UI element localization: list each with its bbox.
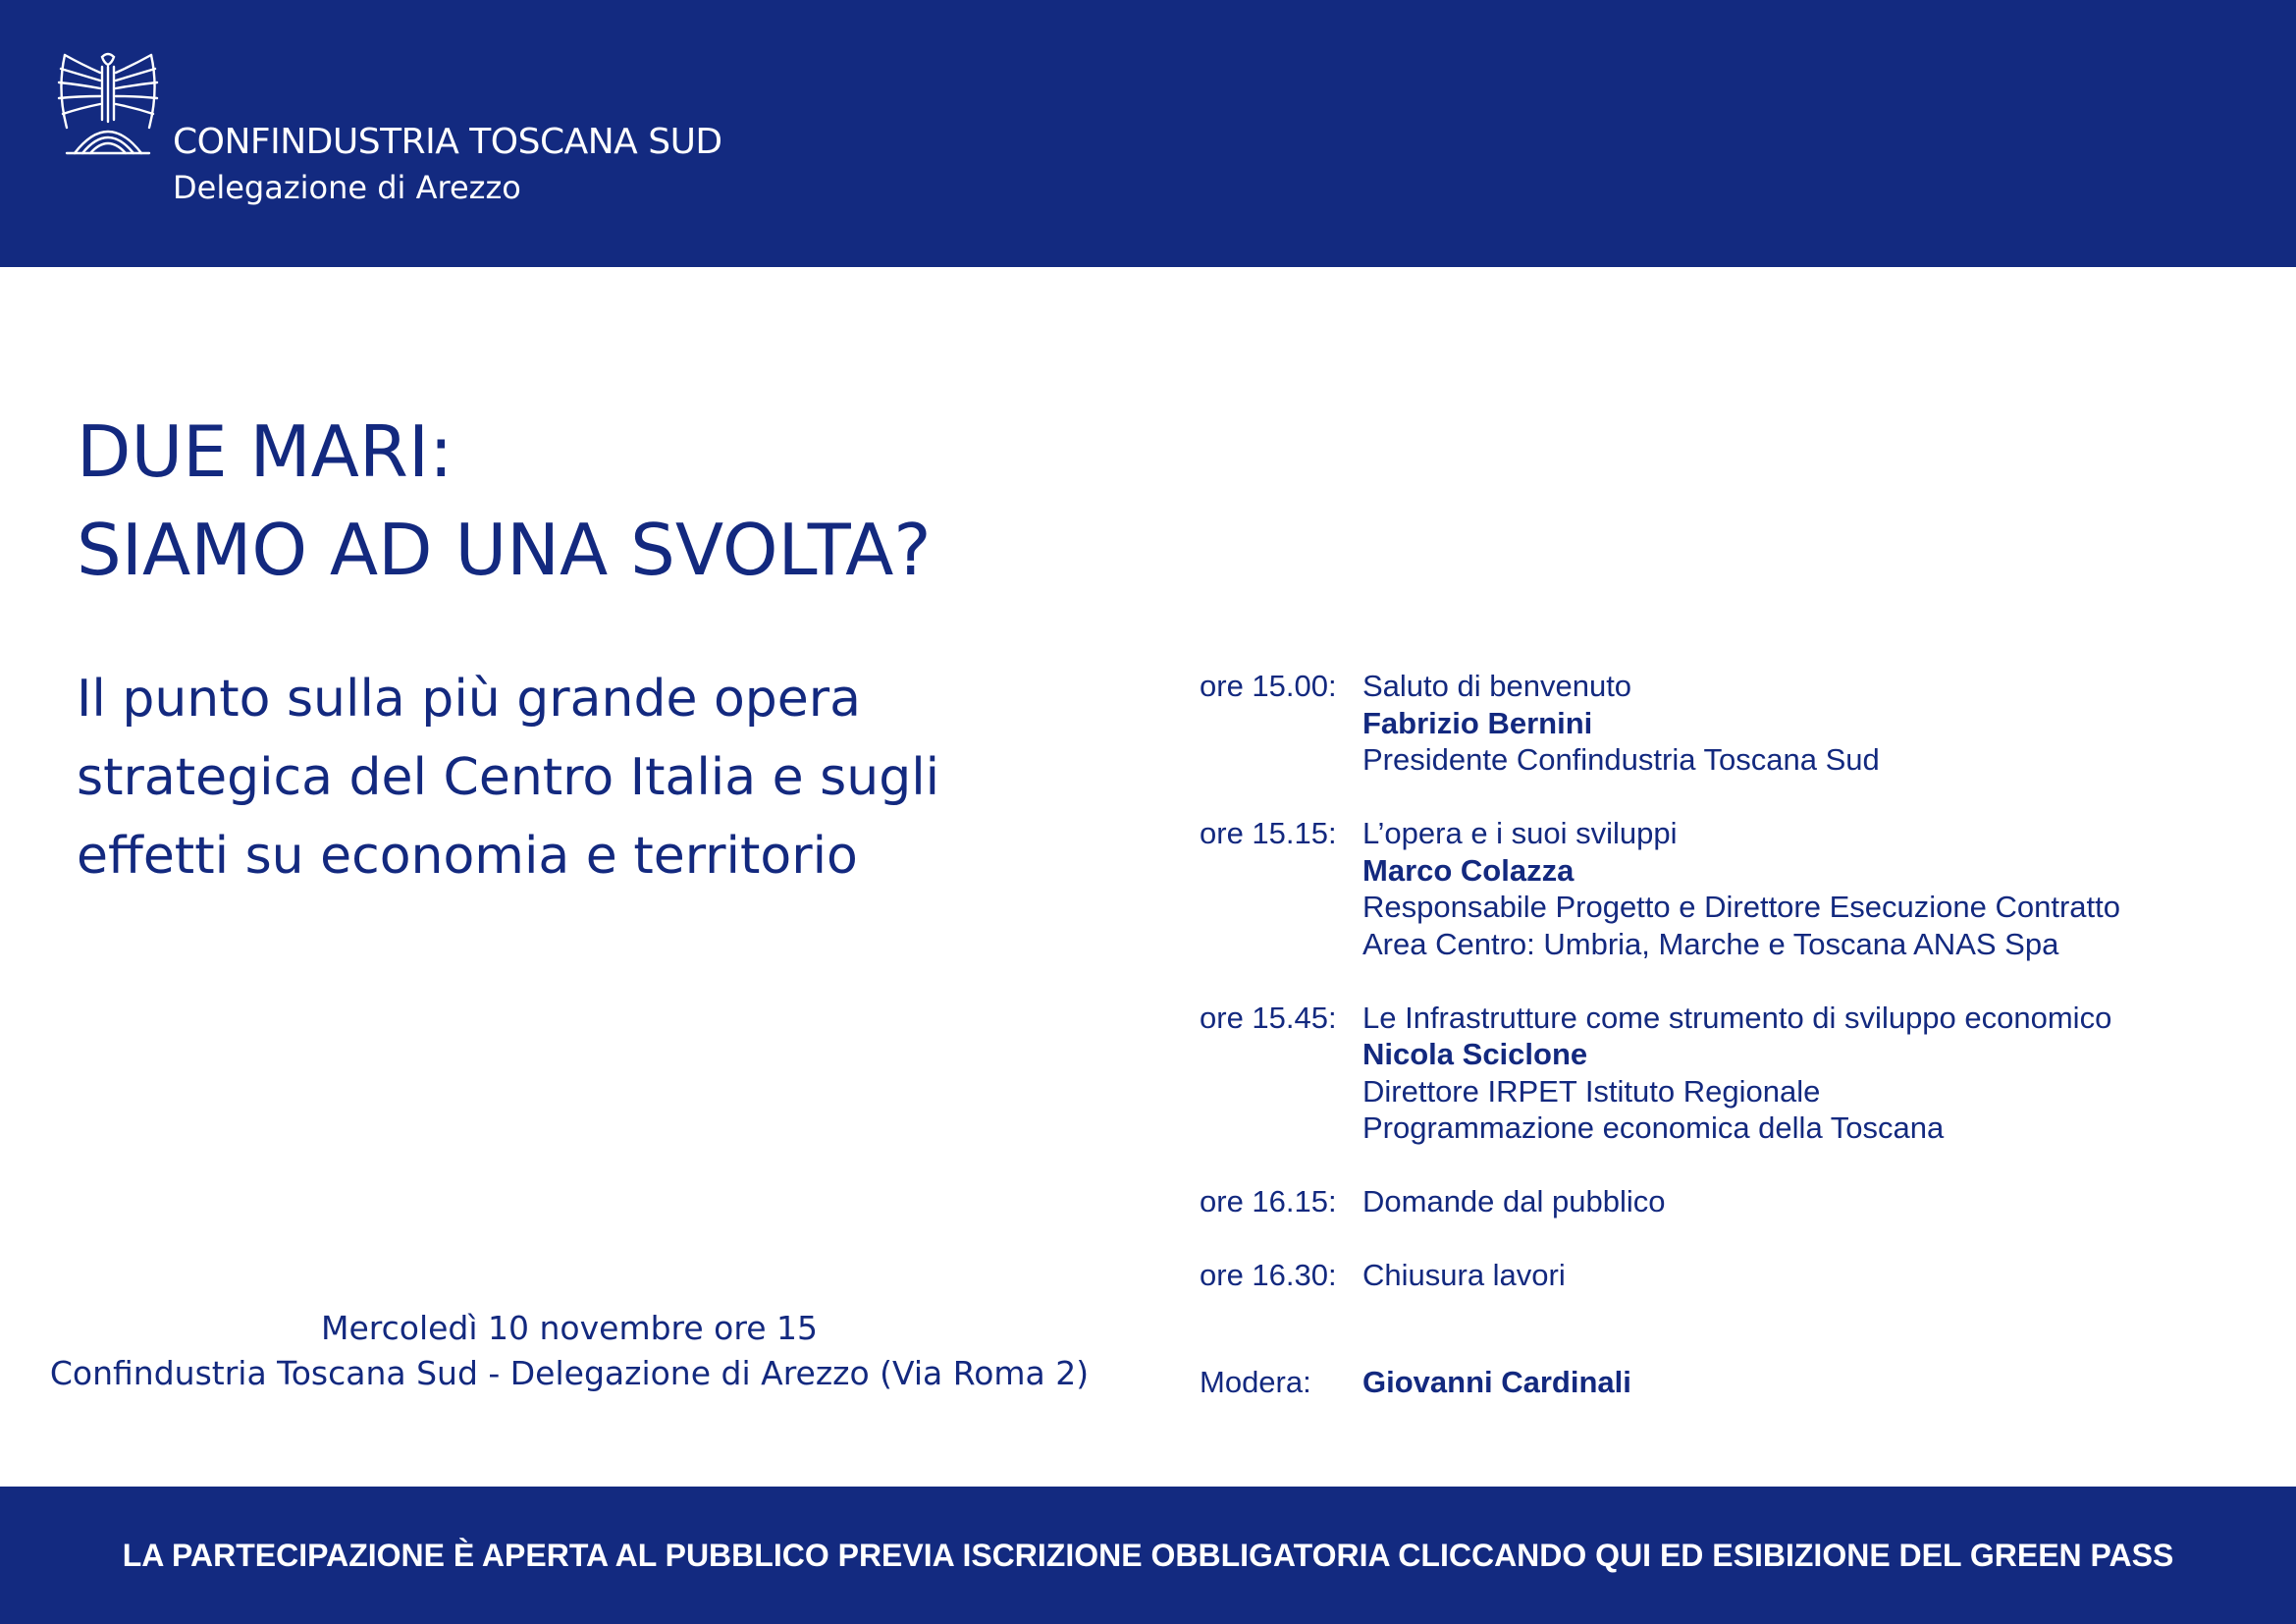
agenda-body <box>1362 668 2269 779</box>
event-title-line: DUE MARI: <box>77 410 454 493</box>
agenda-speaker-role: Area Centro: Umbria, Marche e Toscana ANAS Spa <box>1362 926 2059 961</box>
agenda-speaker-role: Responsabile Progetto e Direttore Esecuzione Contratto <box>1362 890 2120 924</box>
agenda-item <box>1200 1000 2269 1147</box>
agenda-moderator <box>1200 1364 1631 1401</box>
eagle-logo-icon <box>53 51 163 161</box>
agenda-speaker: Fabrizio Bernini <box>1362 705 1593 740</box>
agenda-speaker-role: Direttore IRPET Istituto Regionale <box>1362 1073 1821 1109</box>
agenda-body <box>1362 1257 2269 1294</box>
event-subtitle-line: effetti su economia e territorio <box>77 827 858 886</box>
header-banner <box>0 0 2296 267</box>
event-title-line: SIAMO AD UNA SVOLTA? <box>77 509 932 591</box>
moderator-name: Giovanni Cardinali <box>1362 1365 1631 1399</box>
event-info <box>39 1306 1099 1396</box>
agenda-time: ore 15.00: <box>1200 669 1337 703</box>
event-subtitle-line: Il punto sulla più grande opera <box>77 670 862 729</box>
agenda-item <box>1200 668 2269 779</box>
footer-banner <box>0 1487 2296 1624</box>
agenda-item <box>1200 1183 2269 1220</box>
agenda-time: ore 15.45: <box>1200 1000 1337 1035</box>
agenda-topic: Domande dal pubblico <box>1362 1184 1666 1218</box>
org-delegation: Delegazione di Arezzo <box>173 169 521 206</box>
agenda-topic: L’opera e i suoi sviluppi <box>1362 816 1678 850</box>
event-venue: Confindustria Toscana Sud - Delegazione di Arezzo (Via Roma 2) <box>49 1354 1090 1392</box>
event-subtitle <box>77 660 1176 895</box>
agenda-item <box>1200 815 2269 962</box>
agenda-topic: Chiusura lavori <box>1362 1258 1566 1292</box>
event-title <box>77 403 932 599</box>
event-subtitle-line: strategica del Centro Italia e sugli <box>77 748 940 807</box>
agenda-speaker-role: Presidente Confindustria Toscana Sud <box>1362 742 1880 777</box>
registration-link[interactable]: LA PARTECIPAZIONE È APERTA AL PUBBLICO PREVIA ISCRIZIONE OBBLIGATORIA CLICCANDO QUI ED ESIBIZIONE DEL GREEN PASS <box>122 1537 2174 1573</box>
agenda-body <box>1362 815 2269 962</box>
moderator-label: Modera: <box>1200 1365 1311 1399</box>
agenda-topic: Saluto di benvenuto <box>1362 669 1632 703</box>
agenda-speaker-role: Programmazione economica della Toscana <box>1362 1110 1945 1145</box>
agenda-speaker: Nicola Sciclone <box>1362 1037 1588 1071</box>
agenda-body <box>1362 1000 2269 1147</box>
event-date: Mercoledì 10 novembre ore 15 <box>321 1309 818 1347</box>
agenda <box>1200 668 2269 1330</box>
agenda-time: ore 16.30: <box>1200 1258 1337 1292</box>
agenda-time: ore 15.15: <box>1200 816 1337 850</box>
agenda-body <box>1362 1183 2269 1220</box>
org-name: CONFINDUSTRIA TOSCANA SUD <box>173 122 722 162</box>
agenda-speaker: Marco Colazza <box>1362 852 1575 888</box>
agenda-time: ore 16.15: <box>1200 1184 1337 1218</box>
agenda-item <box>1200 1257 2269 1294</box>
agenda-topic: Le Infrastrutture come strumento di sviluppo economico <box>1362 1000 2112 1035</box>
